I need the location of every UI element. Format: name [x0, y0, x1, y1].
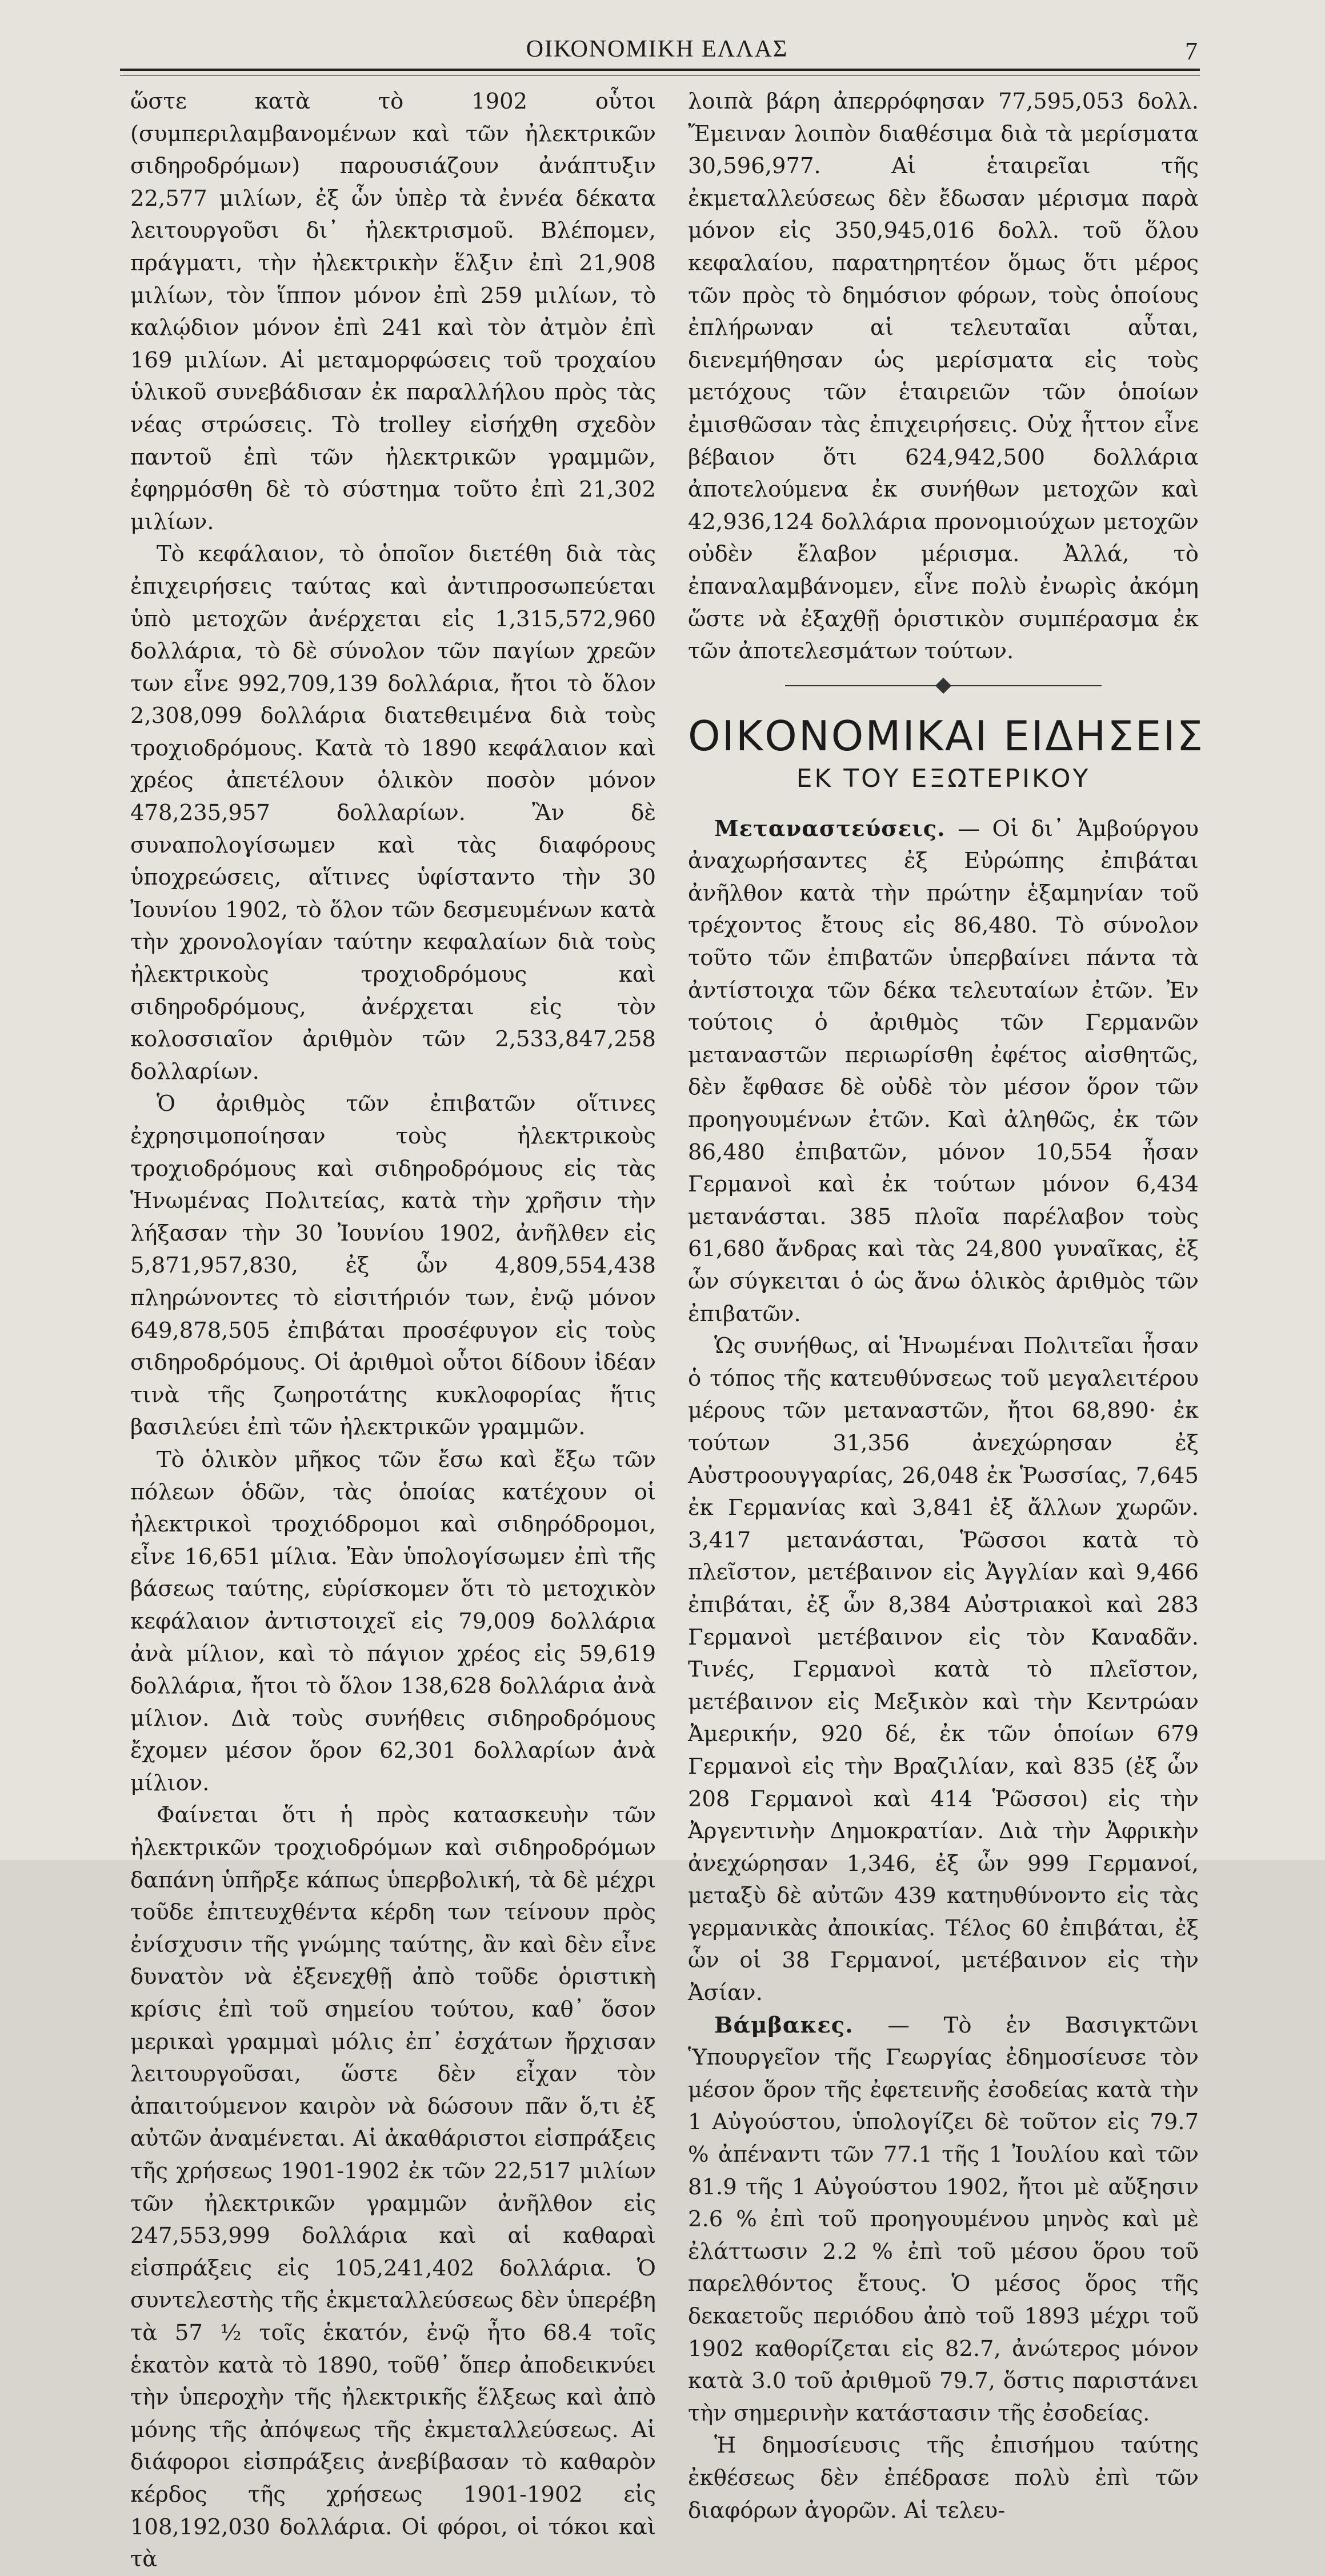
news-item-emigration [688, 813, 1199, 1331]
page-number: 7 [1185, 37, 1198, 65]
paragraph: Τὸ κεφάλαιον, τὸ ὁποῖον διετέθη διὰ τὰς ἐπιχειρήσεις ταύτας καὶ ἀντιπροσωπεύεται ὑπὸ μετοχῶν ἀνέρχεται εἰς 1,315,572,960 δολλάρια, τὸ δὲ σύνολον τῶν παγίων χρεῶν των εἶνε 992,709,139 δολλάρια, ἤτοι τὸ ὅλον 2,308,099 δολλάρια διατεθειμένα διὰ τοὺς τροχιοδρόμους. Κατὰ τὸ 1890 κεφάλαιον καὶ χρέος ἀπετέλουν ὁλικὸν ποσὸν μόνον 478,235,957 δολλαρίων. Ἂν δὲ συναπολογίσωμεν καὶ τὰς διαφόρους ὑποχρεώσεις, αἵτινες ὑφίσταντο τὴν 30 Ἰουνίου 1902, τὸ ὅλον τῶν δεσμευμένων κατὰ τὴν χρονολογίαν ταύτην κεφαλαίων διὰ τοὺς ἠλεκτρικοὺς τροχιοδρόμους καὶ σιδηροδρόμους, ἀνέρχεται εἰς τὸν κολοσσιαῖον ἀριθμὸν τῶν 2,533,847,258 δολλαρίων. [130, 541, 656, 1085]
news-heading: Βάμβακες. [714, 2012, 854, 2038]
news-item-emigration-cont [688, 1330, 1199, 2009]
running-title: ΟΙΚΟΝΟΜΙΚΗ ΕΛΛΑΣ [526, 36, 788, 62]
news-text: Ἡ δημοσίευσις τῆς ἐπισήμου ταύτης ἐκθέσεως δὲν ἐπέδρασε πολὺ ἐπὶ τῶν διαφόρων ἀγορῶν. Αἱ τελευ- [688, 2433, 1199, 2523]
news-text: — Τὸ ἐν Βασιγκτῶνι Ὑπουργεῖον τῆς Γεωργίας ἐδημοσίευσε τὸν μέσον ὅρον τῆς ἐφετεινῆς ἐσοδείας κατὰ τὴν 1 Αὐγούστου, ὑπολογίζει δὲ τοῦτον εἰς 79.7 % ἀπέναντι τῶν 77.1 τῆς 1 Ἰουλίου καὶ τῶν 81.9 τῆς 1 Αὐγούστου 1902, ἤτοι μὲ αὔξησιν 2.6 % ἐπὶ τοῦ προηγουμένου μηνὸς καὶ μὲ ἐλάττωσιν 2.2 % ἐπὶ τοῦ μέσου ὅρου τοῦ παρελθόντος ἔτους. Ὁ μέσος ὅρος τῆς δεκαετοῦς περιόδου ἀπὸ τοῦ 1893 μέχρι τοῦ 1902 καθορίζεται εἰς 82.7, ἀνώτερος μόνον κατὰ 3.0 τοῦ ἀριθμοῦ 79.7, ὅστις παριστάνει τὴν σημερινὴν κατάστασιν τῆς ἐσοδείας. [688, 2012, 1199, 2426]
right-column [688, 86, 1205, 2527]
header-rule-thin [120, 75, 1200, 76]
section-subtitle: ΕΚ ΤΟΥ ΕΞΩΤΕΡΙΚΟΥ [796, 763, 1091, 793]
paragraph: ὥστε κατὰ τὸ 1902 οὗτοι (συμπεριλαμβανομένων καὶ τῶν ἠλεκτρικῶν σιδηροδρόμων) παρουσιάζουν ἀνάπτυξιν 22,577 μιλίων, ἐξ ὧν ὑπὲρ τὰ ἐννέα δέκατα λειτουργοῦσι δι᾽ ἠλεκτρισμοῦ. Βλέπομεν, πράγματι, τὴν ἠλεκτρικὴν ἕλξιν ἐπὶ 21,908 μιλίων, τὸν ἵππον μόνον ἐπὶ 259 μιλίων, τὸ καλῴδιον μόνον ἐπὶ 241 καὶ τὸν ἀτμὸν ἐπὶ 169 μιλίων. Αἱ μεταμορφώσεις τοῦ τροχαίου ὑλικοῦ συνεβάδισαν ἐκ παραλλήλου πρὸς τὰς νέας στρώσεις. Τὸ trolley εἰσήχθη σχεδὸν παντοῦ ἐπὶ τῶν ἠλεκτρικῶν γραμμῶν, ἐφηρμόσθη δὲ τὸ σύστημα τοῦτο ἐπὶ 21,302 μιλίων. [130, 89, 656, 535]
header-rule [120, 69, 1200, 71]
news-heading: Μεταναστεύσεις. [714, 815, 946, 842]
news-text: Ὡς συνήθως, αἱ Ἡνωμέναι Πολιτεῖαι ἦσαν ὁ τόπος τῆς κατευθύνσεως τοῦ μεγαλειτέρου μέρους τῶν μεταναστῶν, ἤτοι 68,890· ἐκ τούτων 31,356 ἀνεχώρησαν ἐξ Αὐστροουγγαρίας, 26,048 ἐκ Ῥωσσίας, 7,645 ἐκ Γερμανίας καὶ 3,841 ἐξ ἄλλων χωρῶν. 3,417 μετανάσται, Ῥῶσσοι κατὰ τὸ πλεῖστον, μετέβαινον εἰς Ἀγγλίαν καὶ 9,466 ἐπιβάται, ἐξ ὧν 8,384 Αὐστριακοὶ καὶ 283 Γερμανοὶ μετέβαινον εἰς τὸν Καναδᾶν. Τινές, Γερμανοὶ κατὰ τὸ πλεῖστον, μετέβαινον εἰς Μεξικὸν καὶ τὴν Κεντρώαν Ἀμερικήν, 920 δέ, ἐκ τῶν ὁποίων 679 Γερμανοὶ εἰς τὴν Βραζιλίαν, καὶ 835 (ἐξ ὧν 208 Γερμανοὶ καὶ 414 Ῥῶσσοι) εἰς τὴν Ἀργεντινὴν Δημοκρατίαν. Διὰ τὴν Ἀφρικὴν ἀνεχώρησαν 1,346, ἐξ ὧν 999 Γερμανοί, μεταξὺ δὲ αὐτῶν 439 κατηυθύνοντο εἰς τὰς γερμανικὰς ἀποικίας. Τέλος 60 ἐπιβάται, ἐξ ὧν οἱ 38 Γερμανοί, μετέβαινον εἰς τὴν Ἀσίαν. [688, 1333, 1199, 2006]
running-head [114, 33, 1200, 73]
section-title: ΟΙΚΟΝΟΜΙΚΑΙ ΕΙΔΗΣΕΙΣ [688, 711, 1205, 760]
news-item-cotton-cont [688, 2430, 1199, 2527]
paragraph: Φαίνεται ὅτι ἡ πρὸς κατασκευὴν τῶν ἠλεκτρικῶν τροχιοδρόμων καὶ σιδηροδρόμων δαπάνη ὑπῆρξε κάπως ὑπερβολική, τὰ δὲ μέχρι τοῦδε ἐπιτευχθέντα κέρδη των τείνουν πρὸς ἐνίσχυσιν τῆς γνώμης ταύτης, ἂν καὶ δὲν εἶνε δυνατὸν νὰ ἐξενεχθῇ ἀπὸ τοῦδε ὁριστικὴ κρίσις ἐπὶ τοῦ σημείου τούτου, καθ᾽ ὅσον μερικαὶ γραμμαὶ μόλις ἐπ᾽ ἐσχάτων ἤρχισαν λειτουργοῦσαι, ὥστε δὲν εἶχαν τὸν ἀπαιτούμενον καιρὸν νὰ δώσουν πᾶν ὅ,τι ἐξ αὐτῶν ἀναμένεται. Αἱ ἀκαθάριστοι εἰσπράξεις τῆς χρήσεως 1901-1902 ἐκ τῶν 22,517 μιλίων τῶν ἠλεκτρικῶν γραμμῶν ἀνῆλθον εἰς 247,553,999 δολλάρια καὶ αἱ καθαραὶ εἰσπράξεις εἰς 105,241,402 δολλάρια. Ὁ συντελεστὴς τῆς ἐκμεταλλεύσεως δὲν ὑπερέβη τὰ 57 ½ τοῖς ἑκατόν, ἐνῷ ἦτο 68.4 τοῖς ἑκατὸν κατὰ τὸ 1890, τοῦθ᾽ ὅπερ ἀποδεικνύει τὴν ὑπεροχὴν τῆς ἠλεκτρικῆς ἕλξεως καὶ ἀπὸ μόνης τῆς ἀπόψεως τῆς ἐκμεταλλεύσεως. Αἱ διάφοροι εἰσπράξεις ἀνεβίβασαν τὸ καθαρὸν κέρδος τῆς χρήσεως 1901-1902 εἰς 108,192,030 δολλάρια. Οἱ φόροι, οἱ τόκοι καὶ τὰ [130, 1802, 656, 2573]
news-item-cotton [688, 2010, 1199, 2430]
paragraph: Ὁ ἀριθμὸς τῶν ἐπιβατῶν οἵτινες ἐχρησιμοποίησαν τοὺς ἠλεκτρικοὺς τροχιοδρόμους καὶ σιδηροδρόμους εἰς τὰς Ἡνωμένας Πολιτείας, κατὰ τὴν χρῆσιν τὴν λήξασαν τὴν 30 Ἰουνίου 1902, ἀνῆλθεν εἰς 5,871,957,830, ἐξ ὧν 4,809,554,438 πληρώνοντες τὸ εἰσιτήριόν των, ἐνῷ μόνον 649,878,505 ἐπιβάται προσέφυγον εἰς τοὺς σιδηροδρόμους. Οἱ ἀριθμοὶ οὗτοι δίδουν ἰδέαν τινὰ τῆς ζωηροτάτης κυκλοφορίας ἥτις βασιλεύει ἐπὶ τῶν ἠλεκτρικῶν γραμμῶν. [130, 1091, 656, 1441]
section-divider [688, 674, 1199, 697]
left-column [130, 86, 656, 2576]
continued-paragraph: λοιπὰ βάρη ἀπερρόφησαν 77,595,053 δολλ. Ἔμειναν λοιπὸν διαθέσιμα διὰ τὰ μερίσματα 30,596,977. Αἱ ἑταιρεῖαι τῆς ἐκμεταλλεύσεως δὲν ἔδωσαν μέρισμα παρὰ μόνον εἰς 350,945,016 δολλ. τοῦ ὅλου κεφαλαίου, παρατηρητέον ὅμως ὅτι μέρος τῶν πρὸς τὸ δημόσιον φόρων, τοὺς ὁποίους ἐπλήρωναν αἱ τελευταῖαι αὗται, διενεμήθησαν ὡς μερίσματα εἰς τοὺς μετόχους τῶν ἑταιρειῶν τῶν ὁποίων ἐμισθῶσαν τὰς ἐπιχειρήσεις. Οὐχ ἧττον εἶνε βέβαιον ὅτι 624,942,500 δολλάρια ἀποτελούμενα ἐκ συνήθων μετοχῶν καὶ 42,936,124 δολλάρια προνομιούχων μετοχῶν οὐδὲν ἔλαβον μέρισμα. Ἀλλά, τὸ ἐπαναλαμβάνομεν, εἶνε πολὺ ἐνωρὶς ἀκόμη ὥστε νὰ ἐξαχθῇ ὁριστικὸν συμπέρασμα ἐκ τῶν ἀποτελεσμάτων τούτων. [688, 89, 1199, 665]
paragraph: Τὸ ὁλικὸν μῆκος τῶν ἔσω καὶ ἔξω τῶν πόλεων ὁδῶν, τὰς ὁποίας κατέχουν οἱ ἠλεκτρικοὶ τροχιόδρομοι καὶ σιδηρόδρομοι, εἶνε 16,651 μίλια. Ἐὰν ὑπολογίσωμεν ἐπὶ τῆς βάσεως ταύτης, εὑρίσκομεν ὅτι τὸ μετοχικὸν κεφάλαιον ἀντιστοιχεῖ εἰς 79,009 δολλάρια ἀνὰ μίλιον, καὶ τὸ πάγιον χρέος εἰς 59,619 δολλάρια, ἤτοι τὸ ὅλον 138,628 δολλάρια ἀνὰ μίλιον. Διὰ τοὺς συνήθεις σιδηροδρόμους ἔχομεν μέσον ὅρον 62,301 δολλαρίων ἀνὰ μίλιον. [130, 1446, 656, 1796]
divider-ornament [935, 678, 951, 694]
news-text: — Οἱ δι᾽ Ἀμβούργου ἀναχωρήσαντες ἐξ Εὐρώπης ἐπιβάται ἀνῆλθον κατὰ τὴν πρώτην ἑξαμηνίαν τοῦ τρέχοντος ἔτους εἰς 86,480. Τὸ σύνολον τοῦτο τῶν ἐπιβατῶν ὑπερβαίνει πάντα τὰ ἀντίστοιχα τῶν δέκα τελευταίων ἐτῶν. Ἐν τούτοις ὁ ἀριθμὸς τῶν Γερμανῶν μεταναστῶν περιωρίσθη ἐφέτος αἰσθητῶς, δὲν ἔφθασε δὲ οὐδὲ τὸν μέσον ὅρον τῶν προηγουμένων ἐτῶν. Καὶ ἀληθῶς, ἐκ τῶν 86,480 ἐπιβατῶν, μόνον 10,554 ἦσαν Γερμανοὶ καὶ ἐκ τούτων μόνον 6,434 μετανάσται. 385 πλοῖα παρέλαβον τοὺς 61,680 ἄνδρας καὶ τὰς 24,800 γυναῖκας, ἐξ ὧν σύγκειται ὁ ὡς ἄνω ὁλικὸς ἀριθμὸς τῶν ἐπιβατῶν. [688, 815, 1199, 1327]
